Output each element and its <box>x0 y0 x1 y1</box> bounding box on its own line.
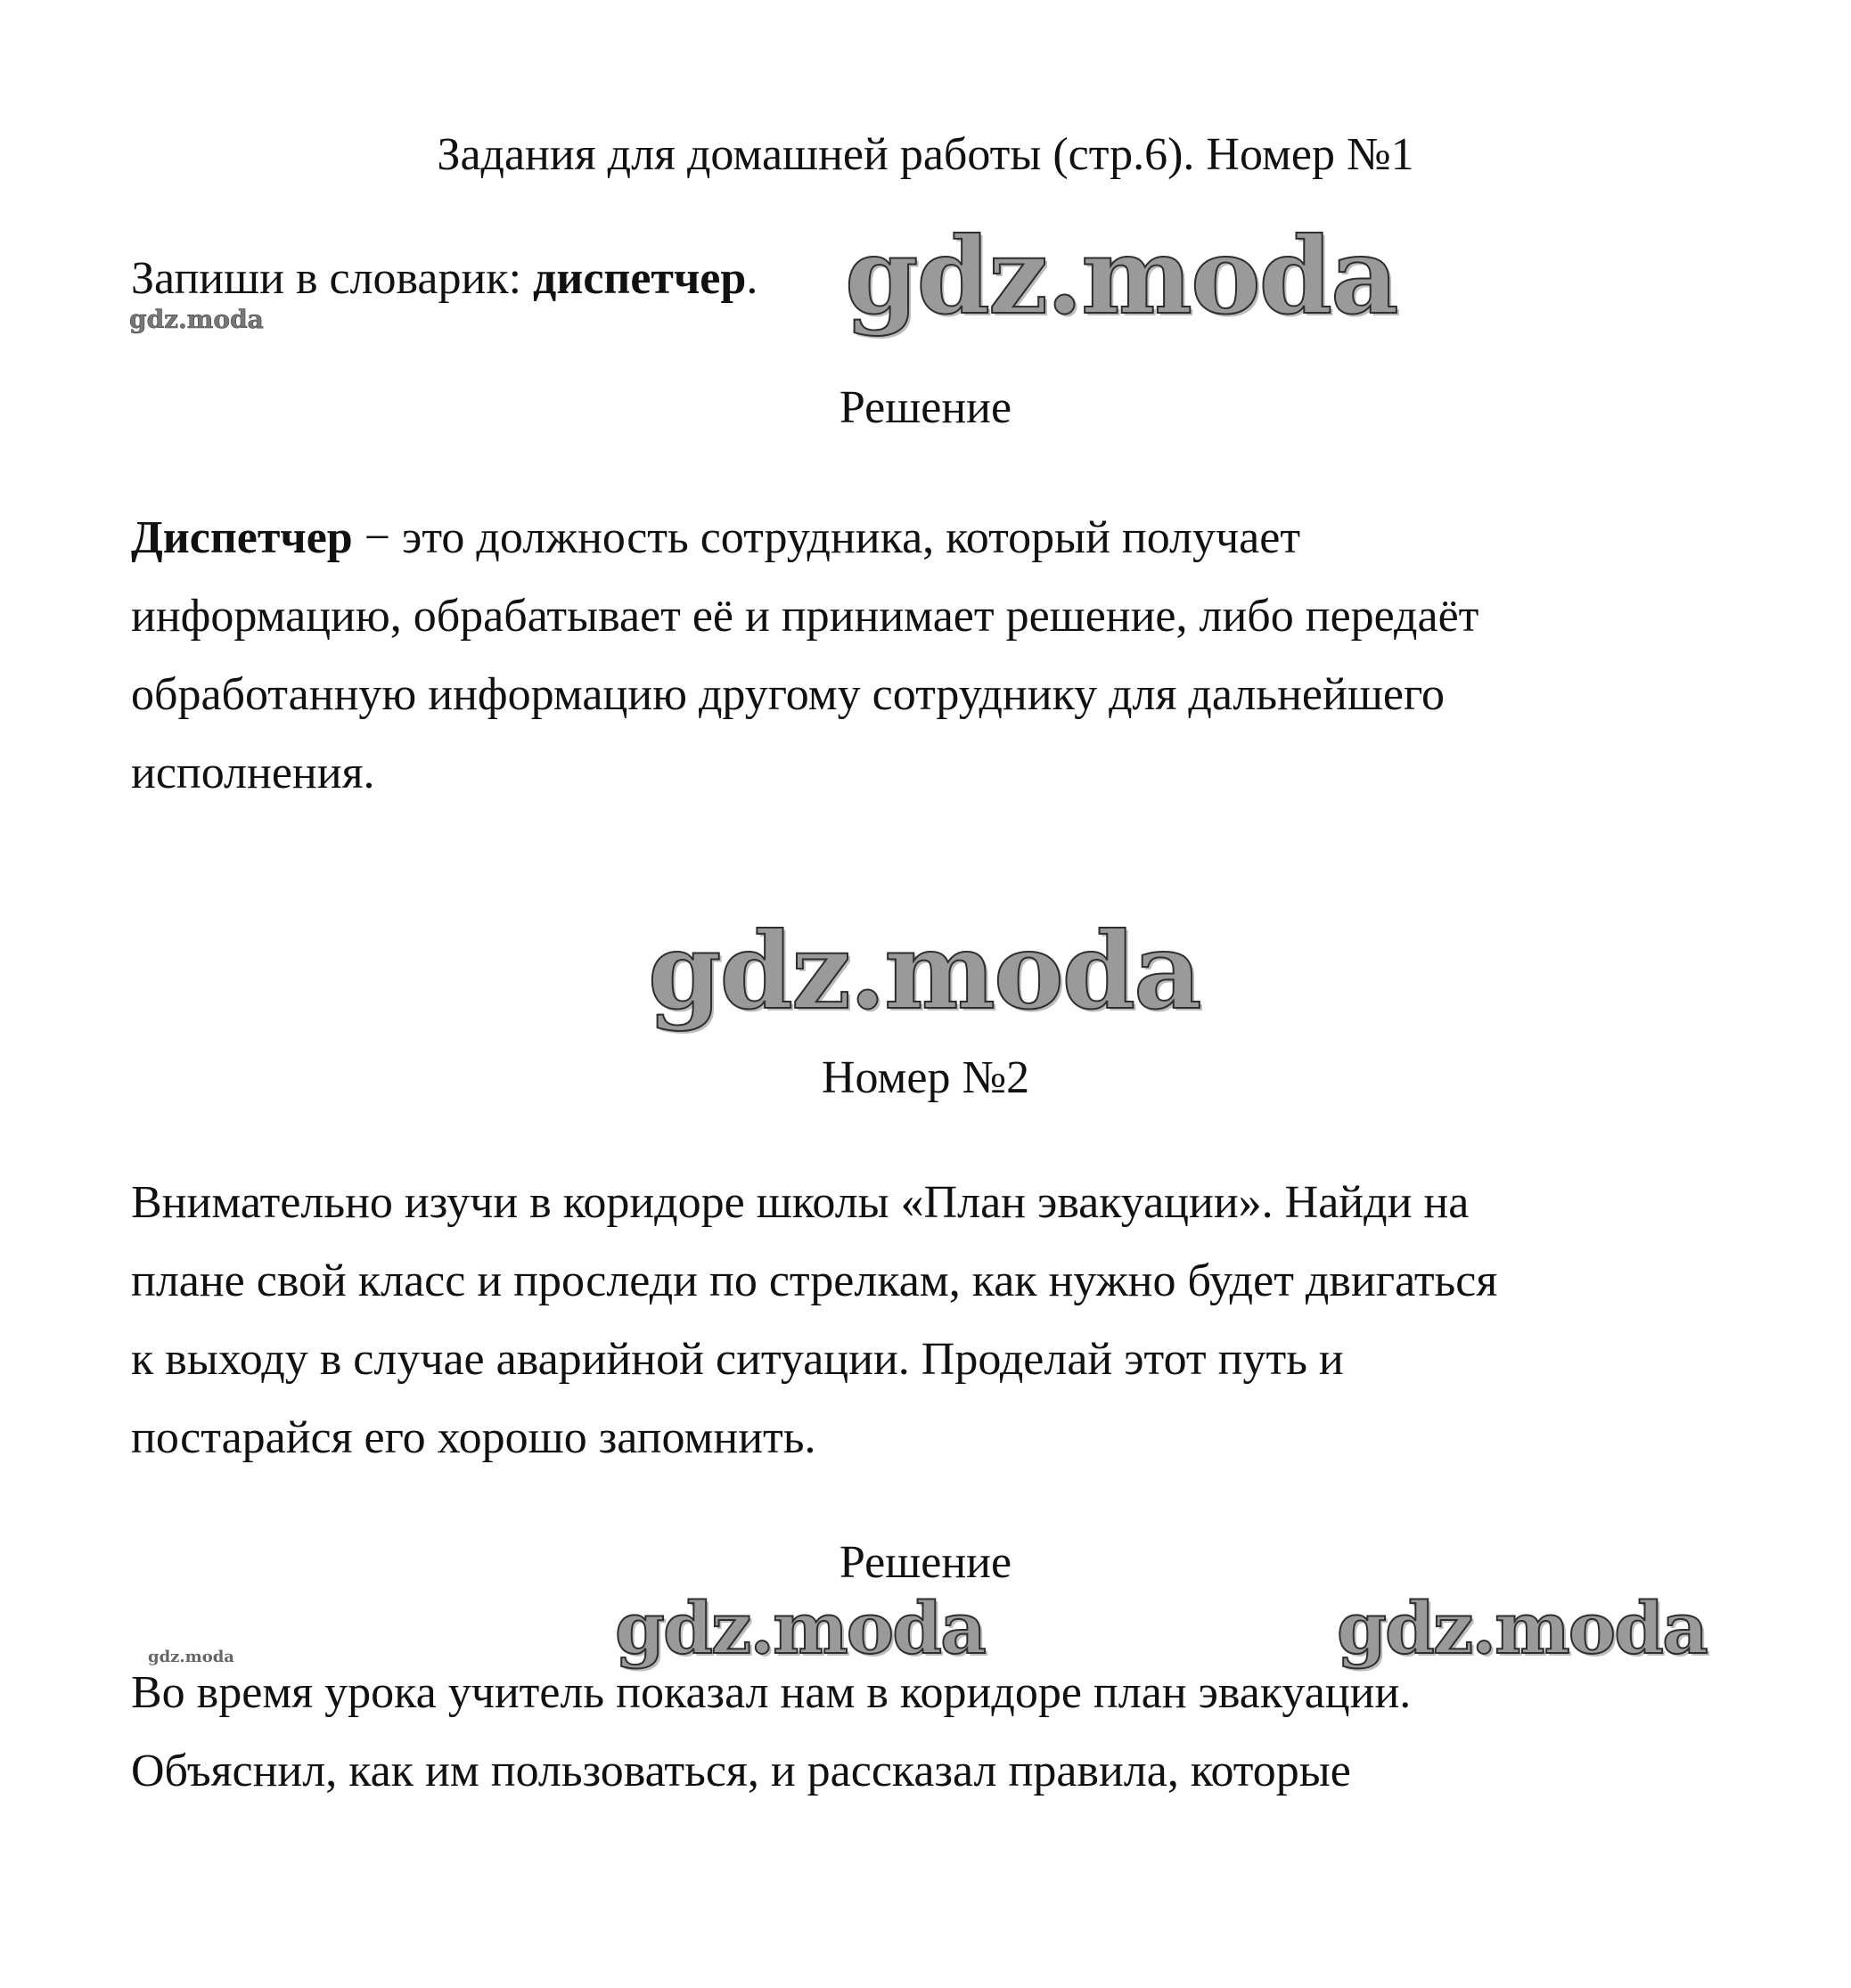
task1-answer-line-2: информацию, обрабатывает её и принимает решение, либо передаёт <box>131 591 1479 642</box>
task2-title: Номер №2 <box>821 1052 1030 1103</box>
task1-answer-term: Диспетчер <box>131 512 353 563</box>
watermark-logo: gdz.moda <box>615 1586 985 1670</box>
task1-answer-line-3: обработанную информацию другому сотруднику для дальнейшего <box>131 669 1445 720</box>
watermark-logo: gdz.moda <box>129 305 264 334</box>
task2-prompt-line-2: плане свой класс и проследи по стрелкам, как нужно будет двигаться <box>131 1256 1498 1306</box>
watermark-logo: gdz.moda <box>148 1648 234 1666</box>
task1-prompt-suffix: . <box>746 253 758 304</box>
task1-answer-line-4: исполнения. <box>131 748 375 798</box>
task1-title: Задания для домашней работы (стр.6). Номер №1 <box>437 129 1414 180</box>
task1-prompt <box>131 252 758 306</box>
task1-solution-heading: Решение <box>839 382 1012 433</box>
watermark-logo: gdz.moda <box>845 214 1397 338</box>
task2-solution-heading: Решение <box>839 1537 1012 1588</box>
task2-answer-line-1: Во время урока учитель показал нам в коридоре план эвакуации. <box>131 1667 1412 1718</box>
task2-answer-line-2: Объяснил, как им пользоваться, и рассказал правила, которые <box>131 1746 1351 1796</box>
task1-prompt-word: диспетчер <box>533 253 747 304</box>
task2-prompt-line-3: к выходу в случае аварийной ситуации. Проделай этот путь и <box>131 1334 1344 1385</box>
watermark-logo: gdz.moda <box>648 909 1200 1033</box>
task2-prompt-line-1: Внимательно изучи в коридоре школы «План эвакуации». Найди на <box>131 1177 1470 1228</box>
watermark-logo: gdz.moda <box>1337 1586 1707 1670</box>
task1-prompt-prefix: Запиши в словарик: <box>131 253 534 304</box>
task1-answer-line-1-rest: − это должность сотрудника, который получает <box>352 512 1301 563</box>
task1-answer-line-1 <box>131 511 1300 565</box>
task2-prompt-line-4: постарайся его хорошо запомнить. <box>131 1412 816 1463</box>
